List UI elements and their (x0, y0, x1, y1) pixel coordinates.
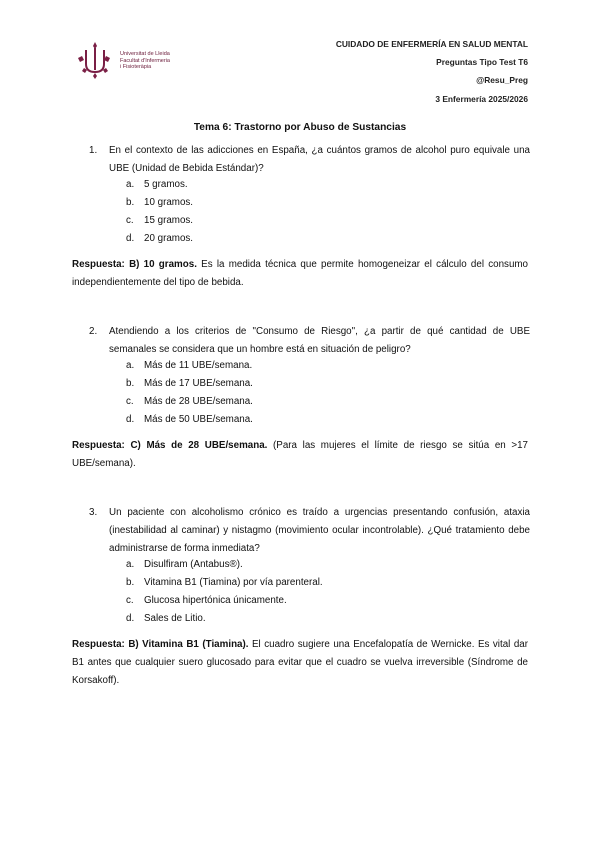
page-title: Tema 6: Trastorno por Abuso de Sustancias (193, 122, 407, 133)
options-list (126, 357, 253, 429)
university-crest-icon (74, 40, 116, 80)
option-letter: a. (126, 360, 135, 371)
question-text: Un paciente con alcoholismo crónico es traído a urgencias presentando confusión, ataxia (inestabilidad al caminar) y nistagmo (movimiento ocular incontrolable). ¿Qué tratamiento debe administrarse de forma inmediata? (109, 507, 530, 554)
question-number: 1. (89, 145, 98, 156)
option-letter: a. (126, 559, 135, 570)
option-a[interactable] (126, 556, 323, 574)
option-text: Más de 11 UBE/semana. (144, 360, 253, 371)
option-d[interactable] (126, 411, 253, 429)
question-3 (90, 504, 530, 558)
option-c[interactable] (126, 212, 193, 230)
answer-1 (72, 256, 528, 292)
option-a[interactable] (126, 357, 253, 375)
question-number: 3. (89, 507, 98, 518)
option-b[interactable] (126, 194, 193, 212)
answer-label: Respuesta: C) Más de 28 UBE/semana. (72, 440, 268, 451)
option-letter: b. (126, 197, 135, 208)
author-handle: @Resu_Preg (476, 75, 528, 85)
answer-explanation: Es la medida técnica que permite homogeneizar el cálculo del consumo independientemente del tipo de bebida. (72, 259, 528, 288)
logo-line-1: Universitat de Lleida (120, 51, 170, 57)
answer-explanation: (Para las mujeres el límite de riesgo se sitúa en >17 UBE/semana). (72, 440, 528, 469)
option-b[interactable] (126, 574, 323, 592)
option-text: Glucosa hipertónica únicamente. (144, 595, 287, 606)
academic-year: 3 Enfermería 2025/2026 (435, 94, 528, 104)
question-number: 2. (89, 326, 98, 337)
option-c[interactable] (126, 393, 253, 411)
answer-explanation: El cuadro sugiere una Encefalopatía de Wernicke. Es vital dar B1 antes que cualquier suero glucosado para evitar que el cuadro se vuelva irreversible (Síndrome de Korsakoff). (72, 639, 529, 686)
option-text: 15 gramos. (144, 215, 194, 226)
option-letter: b. (126, 577, 135, 588)
question-text: En el contexto de las adicciones en España, ¿a cuántos gramos de alcohol puro equivale una UBE (Unidad de Bebida Estándar)? (109, 145, 530, 174)
document-subtitle: Preguntas Tipo Test T6 (436, 57, 528, 67)
option-b[interactable] (126, 375, 253, 393)
option-text: Vitamina B1 (Tiamina) por vía parenteral. (144, 577, 323, 588)
option-letter: d. (126, 233, 135, 244)
option-d[interactable] (126, 610, 323, 628)
answer-label: Respuesta: B) Vitamina B1 (Tiamina). (72, 639, 249, 650)
option-letter: c. (126, 215, 134, 226)
option-text: Más de 50 UBE/semana. (144, 414, 253, 425)
answer-3 (72, 636, 528, 690)
question-text: Atendiendo a los criterios de "Consumo de Riesgo", ¿a partir de qué cantidad de UBE semanales se considera que un hombre está en situación de peligro? (109, 326, 530, 355)
option-text: 5 gramos. (144, 179, 188, 190)
option-letter: d. (126, 414, 135, 425)
course-title: CUIDADO DE ENFERMERÍA EN SALUD MENTAL (335, 39, 528, 49)
question-1 (90, 142, 530, 178)
logo-line-2: Facultat d'Infermeria (120, 57, 170, 64)
option-text: Disulfiram (Antabus®). (144, 559, 243, 570)
option-text: Más de 28 UBE/semana. (144, 396, 253, 407)
option-letter: c. (126, 595, 134, 606)
options-list (126, 556, 323, 628)
answer-2 (72, 437, 528, 473)
option-text: 20 gramos. (144, 233, 194, 244)
university-name (120, 51, 170, 71)
answer-label: Respuesta: B) 10 gramos. (72, 259, 197, 270)
option-letter: a. (126, 179, 135, 190)
logo-line-3: i Fisioteràpia (120, 64, 152, 70)
option-text: Sales de Litio. (144, 613, 206, 624)
question-2 (90, 323, 530, 359)
option-letter: c. (126, 396, 134, 407)
university-logo (74, 40, 184, 80)
option-c[interactable] (126, 592, 323, 610)
option-letter: d. (126, 613, 135, 624)
option-d[interactable] (126, 230, 193, 248)
option-a[interactable] (126, 176, 193, 194)
options-list (126, 176, 193, 248)
option-text: Más de 17 UBE/semana. (144, 378, 253, 389)
option-letter: b. (126, 378, 135, 389)
option-text: 10 gramos. (144, 197, 194, 208)
